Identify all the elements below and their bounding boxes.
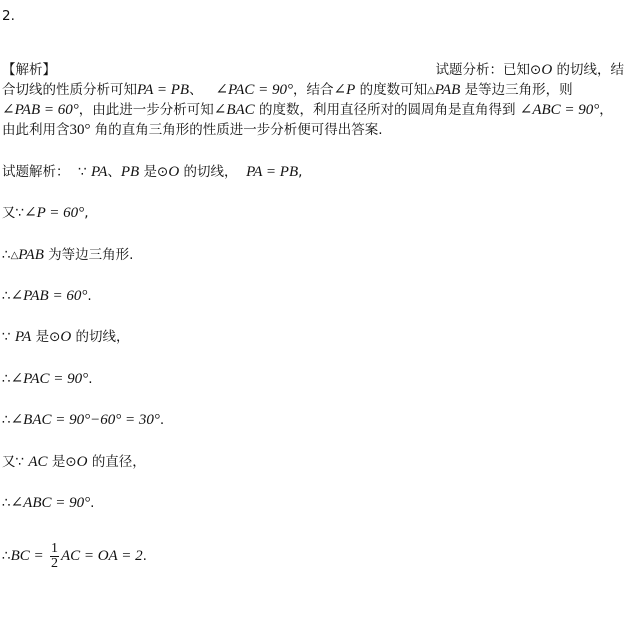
math-angle-abc: ∠ABC = 90° bbox=[519, 102, 600, 118]
text: 是⊙ bbox=[51, 454, 77, 470]
text: 为等边三角形. bbox=[48, 247, 134, 263]
analysis-line-4 bbox=[2, 120, 383, 140]
math-angle-abc: ∠ABC = 90° bbox=[10, 495, 91, 511]
text: 由此利用含 bbox=[2, 122, 70, 138]
text: 的度数，利用直径所对的圆周角是直角得到 bbox=[258, 102, 516, 118]
text: 是⊙ bbox=[143, 164, 169, 180]
solution-line-10 bbox=[2, 536, 147, 576]
math-bc-eq: BC = bbox=[10, 548, 44, 564]
math-30-degrees: 30° bbox=[69, 122, 91, 138]
prefix: ∴ bbox=[2, 412, 11, 428]
punct: , bbox=[298, 164, 303, 180]
solution-line-8 bbox=[2, 452, 146, 472]
separator: 、 bbox=[189, 82, 203, 98]
punct: . bbox=[88, 371, 93, 387]
analysis-intro bbox=[436, 60, 624, 80]
prefix: ∴ bbox=[2, 288, 11, 304]
solution-line-9 bbox=[2, 493, 94, 513]
math-pb: PB bbox=[120, 164, 140, 180]
math-angle-pac: ∠PAC = 90° bbox=[215, 82, 294, 98]
math-angle-p: ∠P bbox=[333, 82, 356, 98]
math-triangle-pab: △PAB bbox=[10, 247, 44, 263]
analysis-intro-label: 试题分析：已知⊙ bbox=[435, 62, 542, 78]
prefix: ∴ bbox=[2, 495, 11, 511]
math-angle-pab: ∠PAB = 60° bbox=[2, 102, 79, 118]
fraction-numerator: 1 bbox=[50, 540, 58, 556]
math-angle-pac: ∠PAC = 90° bbox=[10, 371, 89, 387]
math-angle-bac: ∠BAC = 90°−60° = 30° bbox=[10, 412, 160, 428]
text: 的切线， bbox=[75, 329, 130, 345]
analysis-line-2 bbox=[2, 80, 573, 101]
analysis-line-3 bbox=[2, 100, 613, 120]
analysis-heading: 【解析】 bbox=[2, 62, 56, 78]
text: ，结合 bbox=[293, 82, 334, 98]
prefix: 又∵ bbox=[2, 205, 25, 221]
circle-o-label: O bbox=[541, 62, 553, 78]
solution-line-5 bbox=[2, 327, 130, 347]
solution-line-3 bbox=[2, 245, 133, 266]
text: 的切线， bbox=[183, 164, 238, 180]
separator: 、 bbox=[107, 164, 121, 180]
prefix: ∴ bbox=[2, 371, 11, 387]
question-number: 2. bbox=[2, 8, 15, 24]
solution-line-1 bbox=[2, 162, 302, 182]
text: 合切线的性质分析可知 bbox=[2, 82, 137, 98]
text: 的度数可知 bbox=[359, 82, 428, 98]
circle-o-label: O bbox=[60, 329, 72, 345]
punct: . bbox=[90, 495, 95, 511]
math-angle-bac: ∠BAC bbox=[213, 102, 255, 118]
prefix: ∴ bbox=[2, 247, 11, 263]
math-pa-eq-pb: PA = PB bbox=[137, 82, 190, 98]
punct: , bbox=[84, 205, 89, 221]
prefix: 又∵ bbox=[2, 454, 25, 470]
math-triangle-pab: △PAB bbox=[427, 82, 461, 98]
solution-line-4 bbox=[2, 286, 92, 306]
solution-line-7 bbox=[2, 410, 164, 430]
math-pa: PA bbox=[14, 329, 32, 345]
text: 是⊙ bbox=[35, 329, 61, 345]
text: ， bbox=[599, 102, 613, 118]
math-angle-p: ∠P = 60° bbox=[24, 205, 85, 221]
circle-o-label: O bbox=[168, 164, 180, 180]
math-angle-pab: ∠PAB = 60° bbox=[10, 288, 88, 304]
fraction-one-half bbox=[50, 542, 59, 571]
circle-o-label: O bbox=[76, 454, 88, 470]
solution-label: 试题解析： bbox=[2, 164, 70, 180]
prefix: ∴ bbox=[2, 548, 11, 564]
triangle-icon: △ bbox=[427, 85, 435, 96]
math-ac-eq-oa: AC = OA = 2 bbox=[60, 548, 143, 564]
solution-line-2 bbox=[2, 203, 88, 223]
fraction-denominator: 2 bbox=[50, 555, 58, 571]
math-pa-eq-pb: PA = PB bbox=[246, 164, 299, 180]
analysis-intro-end: 的切线，结 bbox=[556, 62, 624, 78]
triangle-icon: △ bbox=[10, 250, 19, 261]
text: 是等边三角形，则 bbox=[464, 82, 573, 98]
math-ac: AC bbox=[28, 454, 48, 470]
punct: . bbox=[142, 548, 147, 564]
text: ，由此进一步分析可知 bbox=[78, 102, 214, 118]
text: 的直径， bbox=[91, 454, 146, 470]
math-pa: PA bbox=[90, 164, 108, 180]
punct: . bbox=[87, 288, 92, 304]
solution-line-6 bbox=[2, 369, 92, 389]
punct: . bbox=[159, 412, 165, 428]
text: 角的直角三角形的性质进一步分析便可得出答案. bbox=[94, 122, 383, 138]
prefix: ∵ bbox=[2, 329, 11, 345]
because-symbol: ∵ bbox=[78, 164, 87, 180]
